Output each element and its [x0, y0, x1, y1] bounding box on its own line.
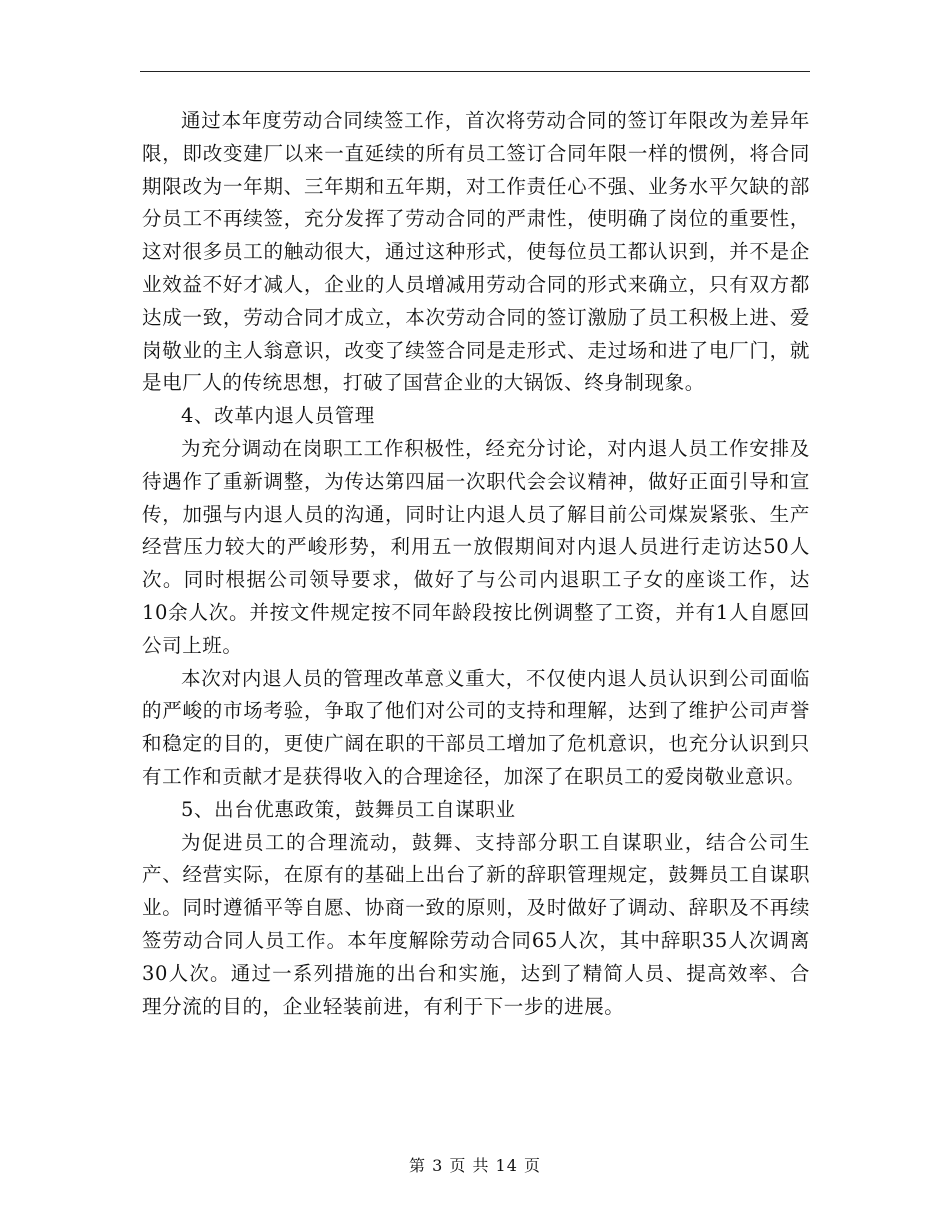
paragraph-retiree-adjustment: 为充分调动在岗职工工作积极性，经充分讨论，对内退人员工作安排及待遇作了重新调整，为传达第四届一次职代会会议精神，做好正面引导和宣传，加强与内退人员的沟通，同时让内退人员了解目前公司煤炭紧张、生产经营压力较大的严峻形势，利用五一放假期间对内退人员进行走访达50人次。同时根据公司领导要求，做好了与公司内退职工子女的座谈工作，达10余人次。并按文件规定按不同年龄段按比例调整了工资，并有1人自愿回公司上班。	[142, 436, 810, 657]
paragraph-self-employment: 为促进员工的合理流动，鼓舞、支持部分职工自谋职业，结合公司生产、经营实际，在原有的基础上出台了新的辞职管理规定，鼓舞员工自谋职业。同时遵循平等自愿、协商一致的原则，及时做好了调动、辞职及不再续签劳动合同人员工作。本年度解除劳动合同65人次，其中辞职35人次调离30人次。通过一系列措施的出台和实施，达到了精简人员、提高效率、合理分流的目的，企业轻装前进，有利于下一步的进展。	[142, 830, 810, 1018]
header-rule	[140, 71, 810, 72]
heading-self-employment-policy: 5、出台优惠政策，鼓舞员工自谋职业	[181, 797, 516, 821]
paragraph-retiree-significance: 本次对内退人员的管理改革意义重大，不仅使内退人员认识到公司面临的严峻的市场考验，争取了他们对公司的支持和理解，达到了维护公司声誉和稳定的目的，更使广阔在职的干部员工增加了危机意识，也充分认识到只有工作和贡献才是获得收入的合理途径，加深了在职员工的爱岗敬业意识。	[142, 666, 810, 788]
paragraph-contract-renewal: 通过本年度劳动合同续签工作，首次将劳动合同的签订年限改为差异年限，即改变建厂以来一直延续的所有员工签订合同年限一样的惯例，将合同期限改为一年期、三年期和五年期，对工作责任心不强、业务水平欠缺的部分员工不再续签，充分发挥了劳动合同的严肃性，使明确了岗位的重要性，这对很多员工的触动很大，通过这种形式，使每位员工都认识到，并不是企业效益不好才减人，企业的人员增减用劳动合同的形式来确立，只有双方都达成一致，劳动合同才成立，本次劳动合同的签订激励了员工积极上进、爱岗敬业的主人翁意识，改变了续签合同是走形式、走过场和进了电厂门，就是电厂人的传统思想，打破了国营企业的大锅饭、终身制现象。	[142, 109, 810, 395]
heading-retiree-reform: 4、改革内退人员管理	[181, 404, 375, 428]
page-number-footer: 第 3 页 共 14 页	[409, 1156, 541, 1175]
document-body	[142, 105, 810, 1023]
